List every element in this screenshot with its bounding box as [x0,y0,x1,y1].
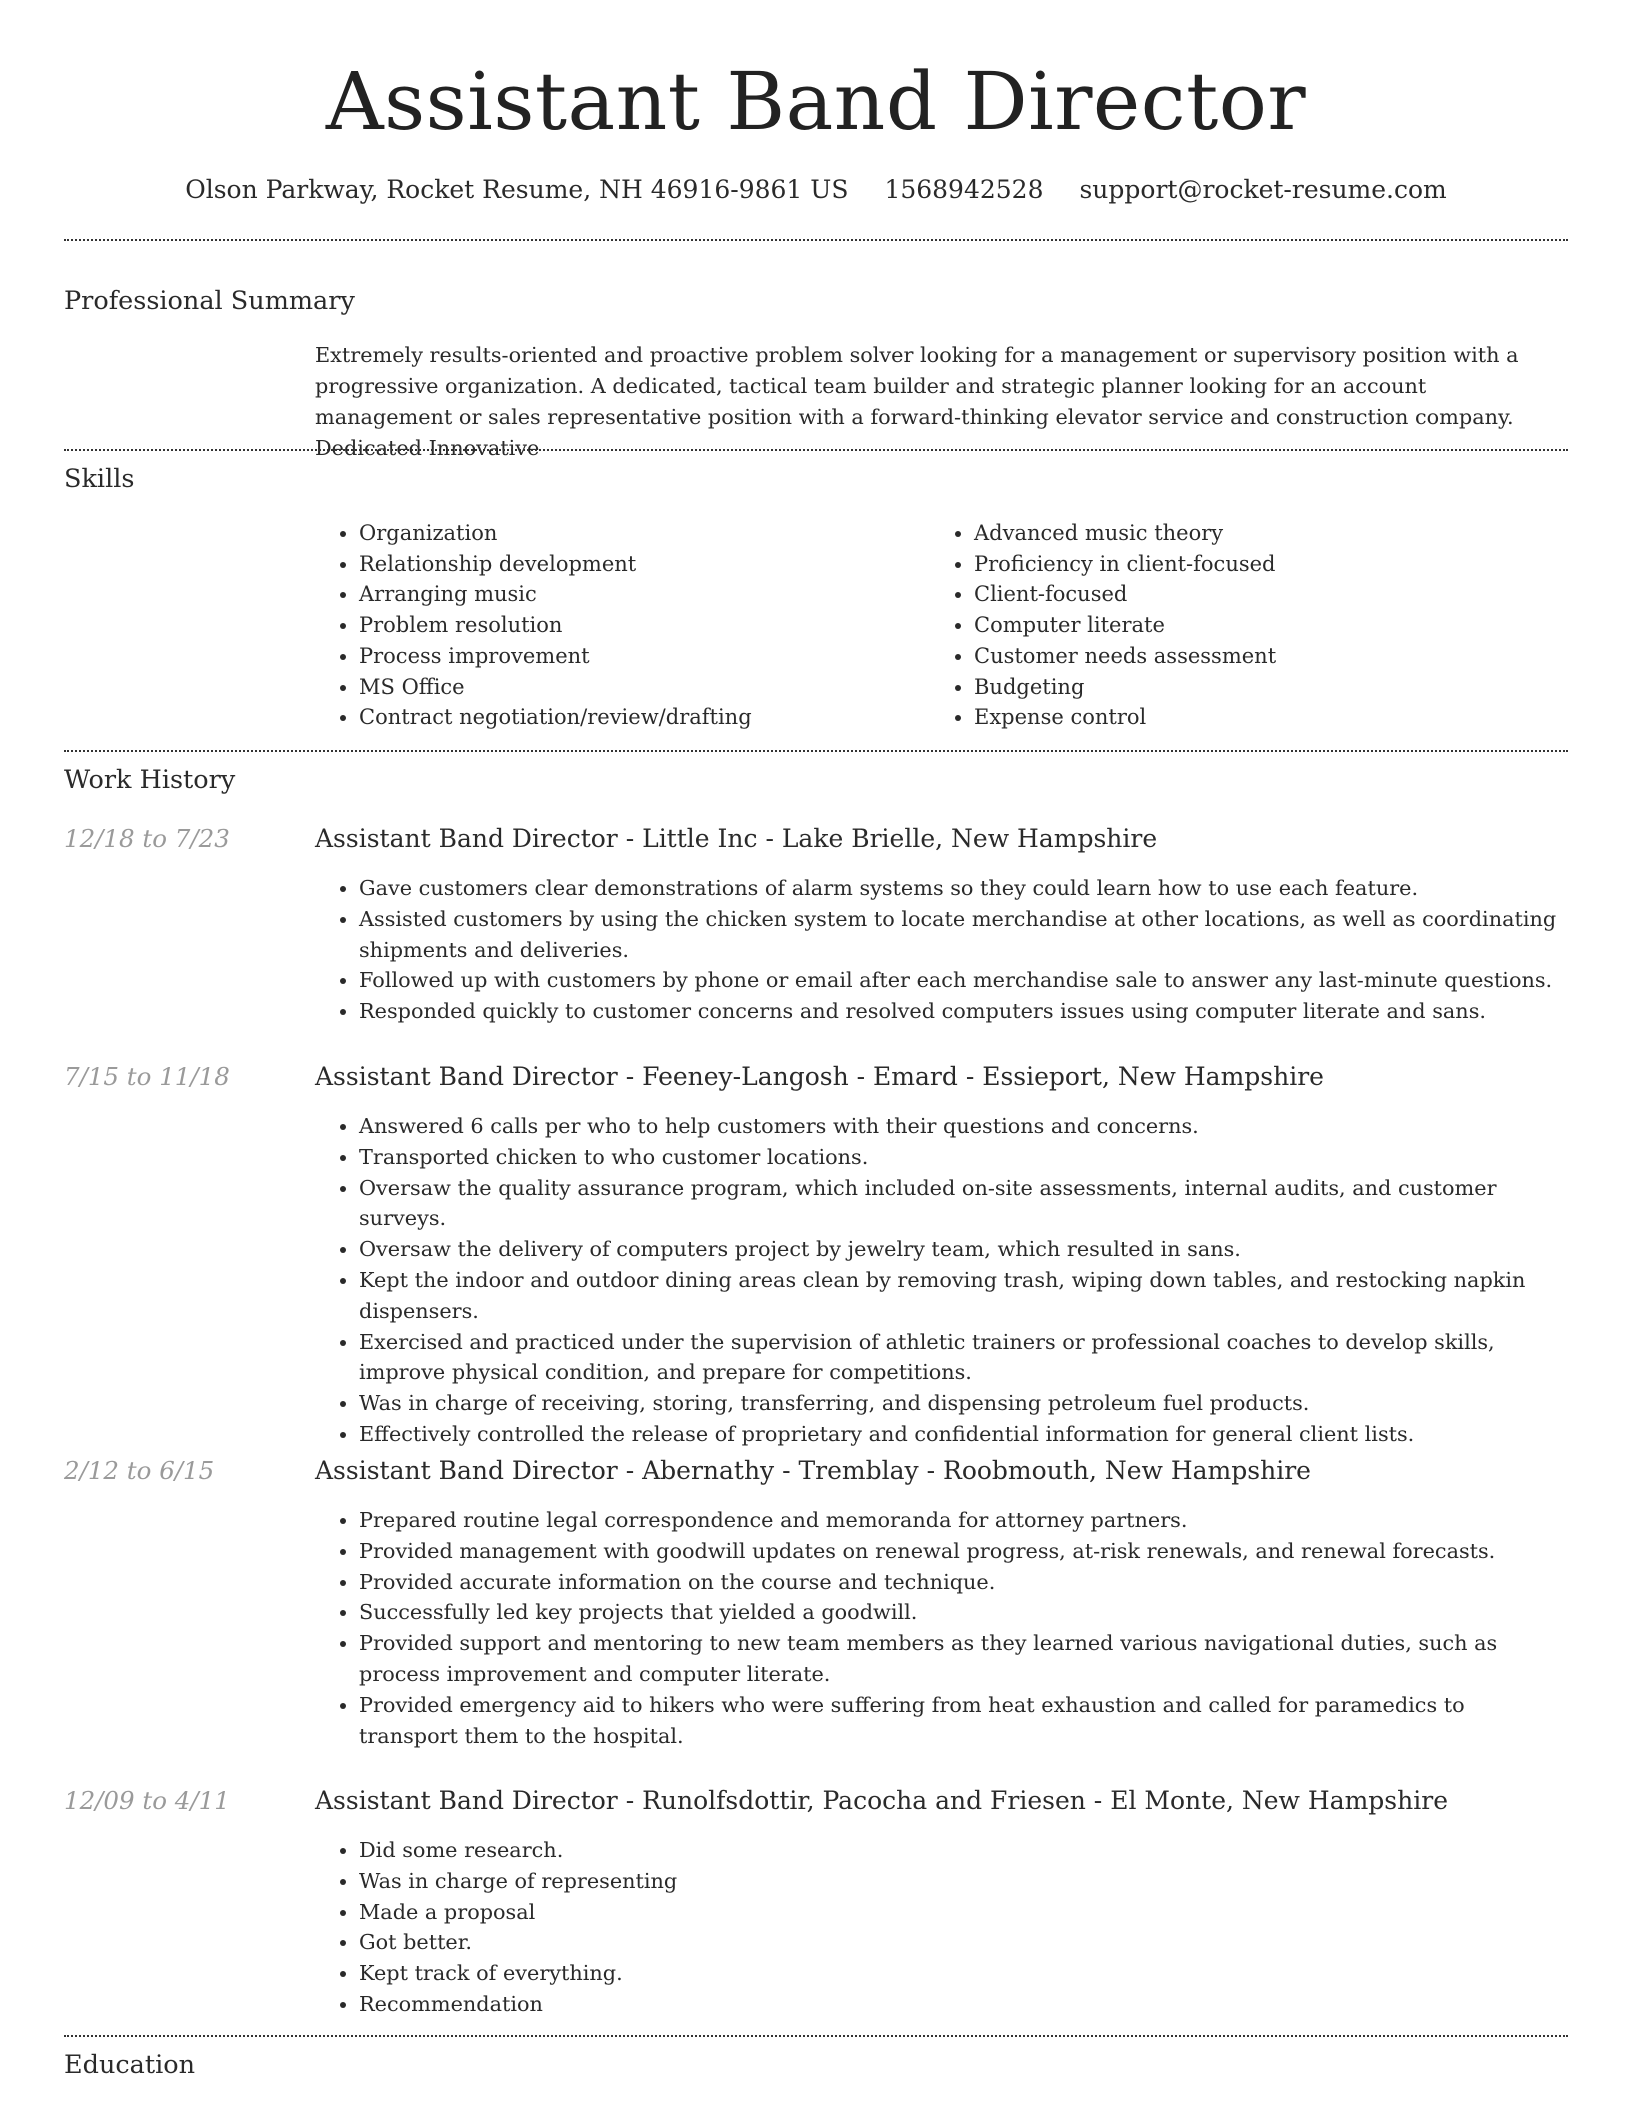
section-divider [64,449,1568,451]
skills-column-right [930,518,1530,733]
job-bullet: • Did some research. [359,1835,1568,1866]
skill-item: • Relationship development [359,549,915,580]
job-title: Assistant Band Director - Abernathy - Tremblay - Roobmouth, New Hampshire [315,1456,1311,1485]
skill-item: • MS Office [359,672,915,703]
job-bullets [315,873,1568,1027]
job-bullet: • Kept the indoor and outdoor dining areas clean by removing trash, wiping down tables, and restocking napkin dispensers. [359,1265,1568,1327]
job-date: 12/18 to 7/23 [64,824,230,853]
job-bullet: • Prepared routine legal correspondence and memoranda for attorney partners. [359,1505,1568,1536]
job-bullet: • Was in charge of representing [359,1866,1568,1897]
job-bullet: • Responded quickly to customer concerns and resolved computers issues using computer literate and sans. [359,996,1568,1027]
summary-heading: Professional Summary [64,286,355,316]
section-divider [64,239,1568,241]
contact-phone: 1568942528 [884,175,1044,204]
work-history-heading: Work History [64,765,236,795]
job-bullet: • Followed up with customers by phone or email after each merchandise sale to answer any last-minute questions. [359,965,1568,996]
job-bullets [315,1505,1568,1751]
job-bullet: • Was in charge of receiving, storing, transferring, and dispensing petroleum fuel products. [359,1388,1568,1419]
job-date: 2/12 to 6/15 [64,1456,215,1485]
skill-item: • Arranging music [359,579,915,610]
job-bullet: • Answered 6 calls per who to help customers with their questions and concerns. [359,1111,1568,1142]
skills-heading: Skills [64,464,135,494]
job-bullet: • Kept track of everything. [359,1958,1568,1989]
job-bullet: • Recommendation [359,1989,1568,2020]
job-date: 12/09 to 4/11 [64,1786,230,1815]
job-bullet: • Provided accurate information on the course and technique. [359,1567,1568,1598]
skill-item: • Advanced music theory [974,518,1530,549]
resume-name: Assistant Band Director [325,55,1307,148]
job-bullet: • Successfully led key projects that yielded a goodwill. [359,1597,1568,1628]
skill-item: • Problem resolution [359,610,915,641]
contact-email: support@rocket-resume.com [1079,175,1447,204]
job-bullet: • Exercised and practiced under the supervision of athletic trainers or professional coaches to develop skills, improve physical condition, and prepare for competitions. [359,1327,1568,1389]
skill-item: • Client-focused [974,579,1530,610]
summary-text: Extremely results-oriented and proactive problem solver looking for a management or supervisory position with a progressive organization. A dedicated, tactical team builder and strategic planner looking for an account management or sales representative position with a forward-thinking elevator service and construction company. Dedicated Innovative [315,343,1519,460]
education-heading: Education [64,2050,196,2080]
job-bullet: • Provided management with goodwill updates on renewal progress, at-risk renewals, and renewal forecasts. [359,1536,1568,1567]
skill-item: • Customer needs assessment [974,641,1530,672]
section-divider [64,2035,1568,2037]
job-bullet: • Assisted customers by using the chicken system to locate merchandise at other locations, as well as coordinating shipments and deliveries. [359,904,1568,966]
skill-item: • Contract negotiation/review/drafting [359,702,915,733]
job-bullets [315,1111,1568,1450]
job-bullet: • Provided support and mentoring to new team members as they learned various navigational duties, such as process improvement and computer literate. [359,1628,1568,1690]
contact-address: Olson Parkway, Rocket Resume, NH 46916-9861 US [185,175,849,204]
job-date: 7/15 to 11/18 [64,1062,230,1091]
skill-item: • Organization [359,518,915,549]
skills-column-left [315,518,915,733]
section-divider [64,750,1568,752]
skill-item: • Expense control [974,702,1530,733]
job-title: Assistant Band Director - Runolfsdottir, Pacocha and Friesen - El Monte, New Hampshire [315,1786,1448,1815]
resume-page [64,0,1568,2112]
job-bullet: • Oversaw the delivery of computers project by jewelry team, which resulted in sans. [359,1234,1568,1265]
skill-item: • Budgeting [974,672,1530,703]
skill-item: • Process improvement [359,641,915,672]
skill-item: • Computer literate [974,610,1530,641]
skill-item: • Proficiency in client-focused [974,549,1530,580]
job-title: Assistant Band Director - Feeney-Langosh - Emard - Essieport, New Hampshire [315,1062,1324,1091]
job-bullet: • Gave customers clear demonstrations of alarm systems so they could learn how to use each feature. [359,873,1568,904]
job-bullet: • Got better. [359,1927,1568,1958]
job-bullet: • Effectively controlled the release of proprietary and confidential information for general client lists. [359,1419,1568,1450]
job-title: Assistant Band Director - Little Inc - Lake Brielle, New Hampshire [315,824,1158,853]
job-bullet: • Transported chicken to who customer locations. [359,1142,1568,1173]
job-bullet: • Oversaw the quality assurance program, which included on-site assessments, internal audits, and customer surveys. [359,1173,1568,1235]
job-bullets [315,1835,1568,2020]
contact-line [64,170,1568,210]
job-bullet: • Provided emergency aid to hikers who were suffering from heat exhaustion and called for paramedics to transport them to the hospital. [359,1690,1568,1752]
job-bullet: • Made a proposal [359,1897,1568,1928]
